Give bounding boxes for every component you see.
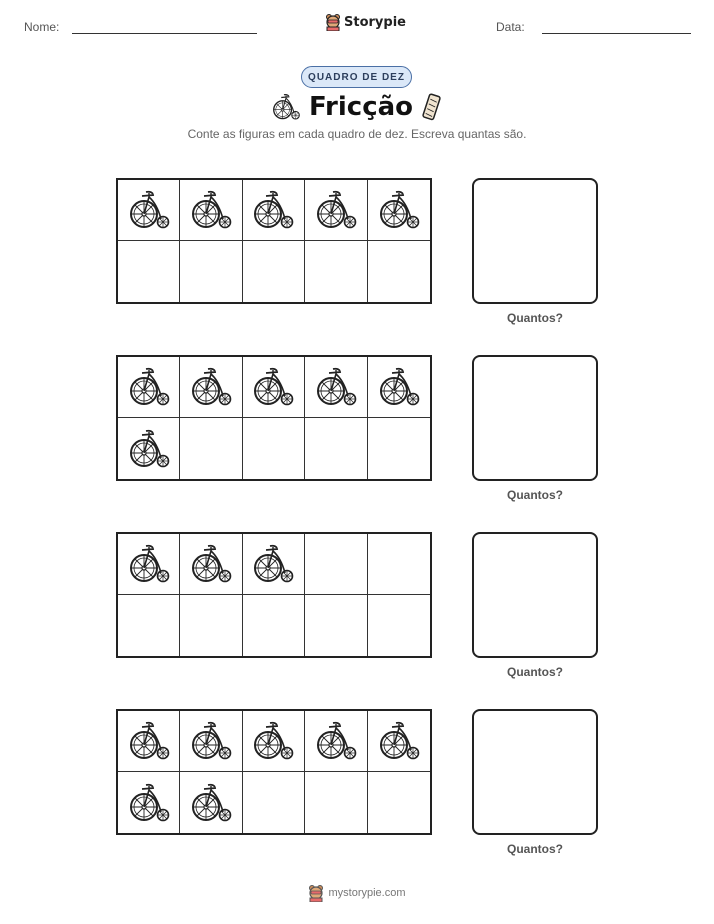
ten-frame [116, 709, 432, 835]
date-label: Data: [496, 20, 525, 34]
ten-frame-cell [305, 180, 367, 241]
ten-frame-cell [368, 534, 430, 595]
ten-frame-cell [368, 241, 430, 302]
ten-frame-cell [368, 595, 430, 656]
bicycle-icon [127, 365, 171, 409]
ten-frame-cell [118, 241, 180, 302]
ten-frame [116, 178, 432, 304]
storypie-logo [325, 13, 406, 31]
instructions: Conte as figuras em cada quadro de dez. Escreva quantas são. [187, 127, 527, 141]
answer-box[interactable] [472, 355, 598, 481]
bicycle-icon [189, 719, 233, 763]
answer-box[interactable] [472, 709, 598, 835]
ten-frame-cell [368, 772, 430, 833]
ten-frame-cell [243, 711, 305, 772]
answer-box[interactable] [472, 178, 598, 304]
ten-frame-cell [243, 180, 305, 241]
ten-frame-cell [305, 595, 367, 656]
bicycle-icon [127, 188, 171, 232]
ten-frame-cell [368, 711, 430, 772]
ten-frame [116, 355, 432, 481]
bicycle-icon [189, 781, 233, 825]
ten-frame-cell [180, 418, 242, 479]
bicycle-icon [189, 365, 233, 409]
answer-box[interactable] [472, 532, 598, 658]
bicycle-icon [314, 365, 358, 409]
ten-frame-cell [118, 772, 180, 833]
ten-frame-cell [305, 357, 367, 418]
ten-frame-cell [305, 711, 367, 772]
ten-frame-cell [305, 241, 367, 302]
ten-frame-cell [118, 357, 180, 418]
ten-frame-cell [118, 534, 180, 595]
name-label: Nome: [24, 20, 60, 34]
ten-frame-cell [180, 711, 242, 772]
ten-frame-cell [368, 357, 430, 418]
ten-frame-cell [243, 241, 305, 302]
bicycle-icon [314, 719, 358, 763]
bear-mascot-icon [325, 13, 341, 31]
bicycle-icon [189, 542, 233, 586]
ten-frame-cell [180, 772, 242, 833]
ten-frame-cell [243, 534, 305, 595]
ten-frame-cell [243, 418, 305, 479]
ten-frame-cell [243, 357, 305, 418]
ten-frame-cell [243, 772, 305, 833]
bicycle-icon [127, 719, 171, 763]
ten-frame-cell [118, 418, 180, 479]
answer-label: Quantos? [507, 665, 563, 679]
date-line[interactable] [542, 33, 691, 34]
bicycle-icon [127, 542, 171, 586]
ten-frame-cell [305, 534, 367, 595]
answer-label: Quantos? [507, 488, 563, 502]
bicycle-icon [377, 365, 421, 409]
sandpaper-block-icon [421, 92, 443, 122]
bicycle-icon [127, 427, 171, 471]
answer-label: Quantos? [507, 842, 563, 856]
brand-name: Storypie [344, 14, 406, 30]
bear-mascot-icon [308, 884, 324, 902]
worksheet-type-badge: QUADRO DE DEZ [301, 66, 412, 88]
bicycle-icon [251, 542, 295, 586]
ten-frame-cell [368, 180, 430, 241]
ten-frame [116, 532, 432, 658]
title-row [0, 92, 714, 122]
bicycle-icon [127, 781, 171, 825]
bicycle-icon [251, 365, 295, 409]
bicycle-icon [271, 92, 301, 122]
name-line[interactable] [72, 33, 257, 34]
ten-frame-cell [305, 418, 367, 479]
bicycle-icon [251, 719, 295, 763]
ten-frame-cell [118, 711, 180, 772]
bicycle-icon [377, 188, 421, 232]
bicycle-icon [189, 188, 233, 232]
ten-frame-cell [305, 772, 367, 833]
ten-frame-cell [180, 180, 242, 241]
bicycle-icon [377, 719, 421, 763]
bicycle-icon [314, 188, 358, 232]
ten-frame-cell [180, 534, 242, 595]
ten-frame-cell [118, 180, 180, 241]
ten-frame-cell [243, 595, 305, 656]
page-title: Fricção [308, 92, 414, 122]
ten-frame-cell [180, 595, 242, 656]
ten-frame-cell [368, 418, 430, 479]
ten-frame-cell [180, 357, 242, 418]
ten-frame-cell [118, 595, 180, 656]
ten-frame-cell [180, 241, 242, 302]
footer-url[interactable]: mystorypie.com [328, 887, 406, 899]
answer-label: Quantos? [507, 311, 563, 325]
bicycle-icon [251, 188, 295, 232]
footer [0, 884, 714, 902]
